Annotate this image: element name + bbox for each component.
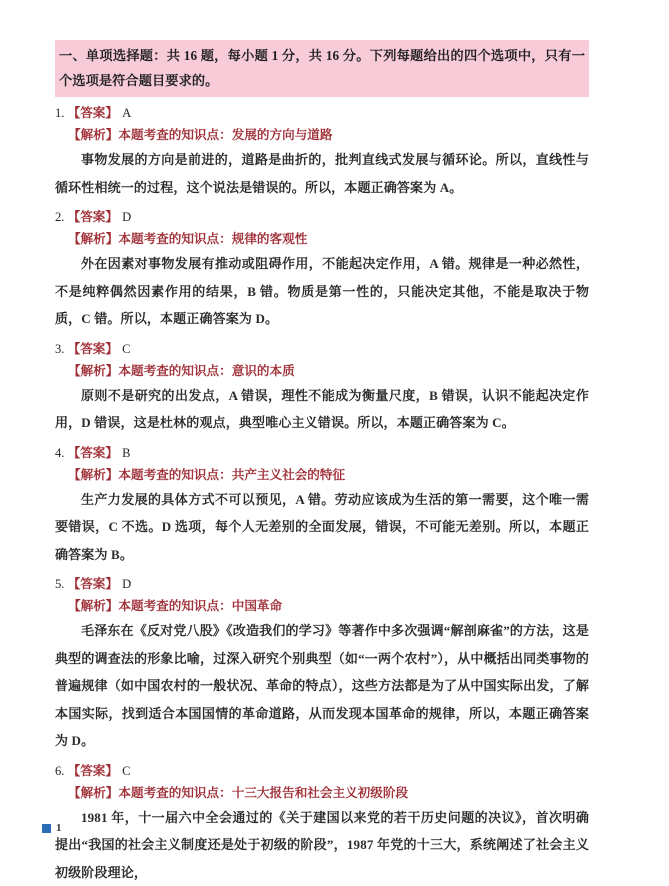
question-block	[55, 762, 589, 886]
knowledge-point: 本题考查的知识点：共产主义社会的特征	[118, 468, 345, 482]
knowledge-point: 本题考查的知识点：意识的本质	[118, 364, 294, 378]
explanation-text: 生产力发展的具体方式不可以预见，A 错。劳动应该成为生活的第一需要，这个唯一需要错误，C 不选。D 选项，每个人无差别的全面发展，错误，不可能无差别。所以，本题正确答案为 B。	[55, 486, 589, 569]
document-content	[55, 40, 589, 886]
explanation-text: 事物发展的方向是前进的，道路是曲折的，批判直线式发展与循环论。所以，直线性与循环性相统一的过程，这个说法是错误的。所以，本题正确答案为 A。	[55, 146, 589, 201]
analysis-heading	[55, 229, 589, 249]
answer-line	[55, 762, 589, 781]
question-number: 3.	[55, 342, 64, 356]
explanation-text: 毛泽东在《反对党八股》《改造我们的学习》等著作中多次强调“解剖麻雀”的方法，这是典型的调查法的形象比喻，过深入研究个别典型（如“一两个农村”），从中概括出同类事物的普遍规律（如中国农村的一般状况、革命的特点），这些方法都是为了从中国实际出发，了解本国实际，找到适合本国国情的革命道路，从而发现本国革命的规律，所以，本题正确答案为 D。	[55, 617, 589, 755]
page-marker	[42, 823, 62, 834]
analysis-tag: 【解析】	[68, 468, 118, 482]
answer-tag: 【答案】	[68, 764, 118, 778]
question-number: 2.	[55, 210, 64, 224]
answer-line	[55, 208, 589, 227]
question-number: 1.	[55, 106, 64, 120]
knowledge-point: 本题考查的知识点：发展的方向与道路	[118, 128, 332, 142]
answer-tag: 【答案】	[68, 446, 118, 460]
question-number: 4.	[55, 446, 64, 460]
answer-choice: C	[121, 342, 130, 356]
answer-choice: D	[121, 210, 131, 224]
question-block	[55, 444, 589, 569]
answer-tag: 【答案】	[68, 210, 118, 224]
analysis-heading	[55, 596, 589, 616]
question-number: 6.	[55, 764, 64, 778]
answer-line	[55, 104, 589, 123]
page-number: 1	[56, 823, 62, 834]
knowledge-point: 本题考查的知识点：十三大报告和社会主义初级阶段	[118, 786, 408, 800]
explanation-text: 外在因素对事物发展有推动或阻碍作用，不能起决定作用，A 错。规律是一种必然性，不是纯粹偶然因素作用的结果，B 错。物质是第一性的，只能决定其他，不能是取决于物质，C 错。所以，本题正确答案为 D。	[55, 250, 589, 333]
analysis-tag: 【解析】	[68, 128, 118, 142]
analysis-tag: 【解析】	[68, 232, 118, 246]
question-block	[55, 340, 589, 437]
answer-tag: 【答案】	[68, 106, 118, 120]
analysis-heading	[55, 361, 589, 381]
answer-line	[55, 444, 589, 463]
answer-tag: 【答案】	[68, 577, 118, 591]
answer-choice: C	[121, 764, 130, 778]
analysis-tag: 【解析】	[68, 364, 118, 378]
page-marker-square-icon	[42, 824, 51, 833]
answer-line	[55, 340, 589, 359]
knowledge-point: 本题考查的知识点：规律的客观性	[118, 232, 307, 246]
analysis-heading	[55, 783, 589, 803]
answer-line	[55, 575, 589, 594]
question-block	[55, 208, 589, 333]
question-number: 5.	[55, 577, 64, 591]
section-heading-banner: 一、单项选择题：共 16 题，每小题 1 分，共 16 分。下列每题给出的四个选项中，只有一个选项是符合题目要求的。	[55, 40, 589, 97]
analysis-heading	[55, 465, 589, 485]
analysis-tag: 【解析】	[68, 599, 118, 613]
answer-tag: 【答案】	[68, 342, 118, 356]
explanation-text: 1981 年，十一届六中全会通过的《关于建国以来党的若干历史问题的决议》，首次明确提出“我国的社会主义制度还是处于初级的阶段”，1987 年党的十三大，系统阐述了社会主义初级阶段理论，	[55, 804, 589, 886]
knowledge-point: 本题考查的知识点：中国革命	[118, 599, 282, 613]
analysis-tag: 【解析】	[68, 786, 118, 800]
analysis-heading	[55, 125, 589, 145]
question-block	[55, 104, 589, 201]
question-block	[55, 575, 589, 755]
answer-choice: A	[121, 106, 131, 120]
answer-choice: D	[121, 577, 131, 591]
explanation-text: 原则不是研究的出发点，A 错误，理性不能成为衡量尺度，B 错误，认识不能起决定作用，D 错误，这是杜林的观点，典型唯心主义错误。所以，本题正确答案为 C。	[55, 382, 589, 437]
answer-choice: B	[121, 446, 130, 460]
